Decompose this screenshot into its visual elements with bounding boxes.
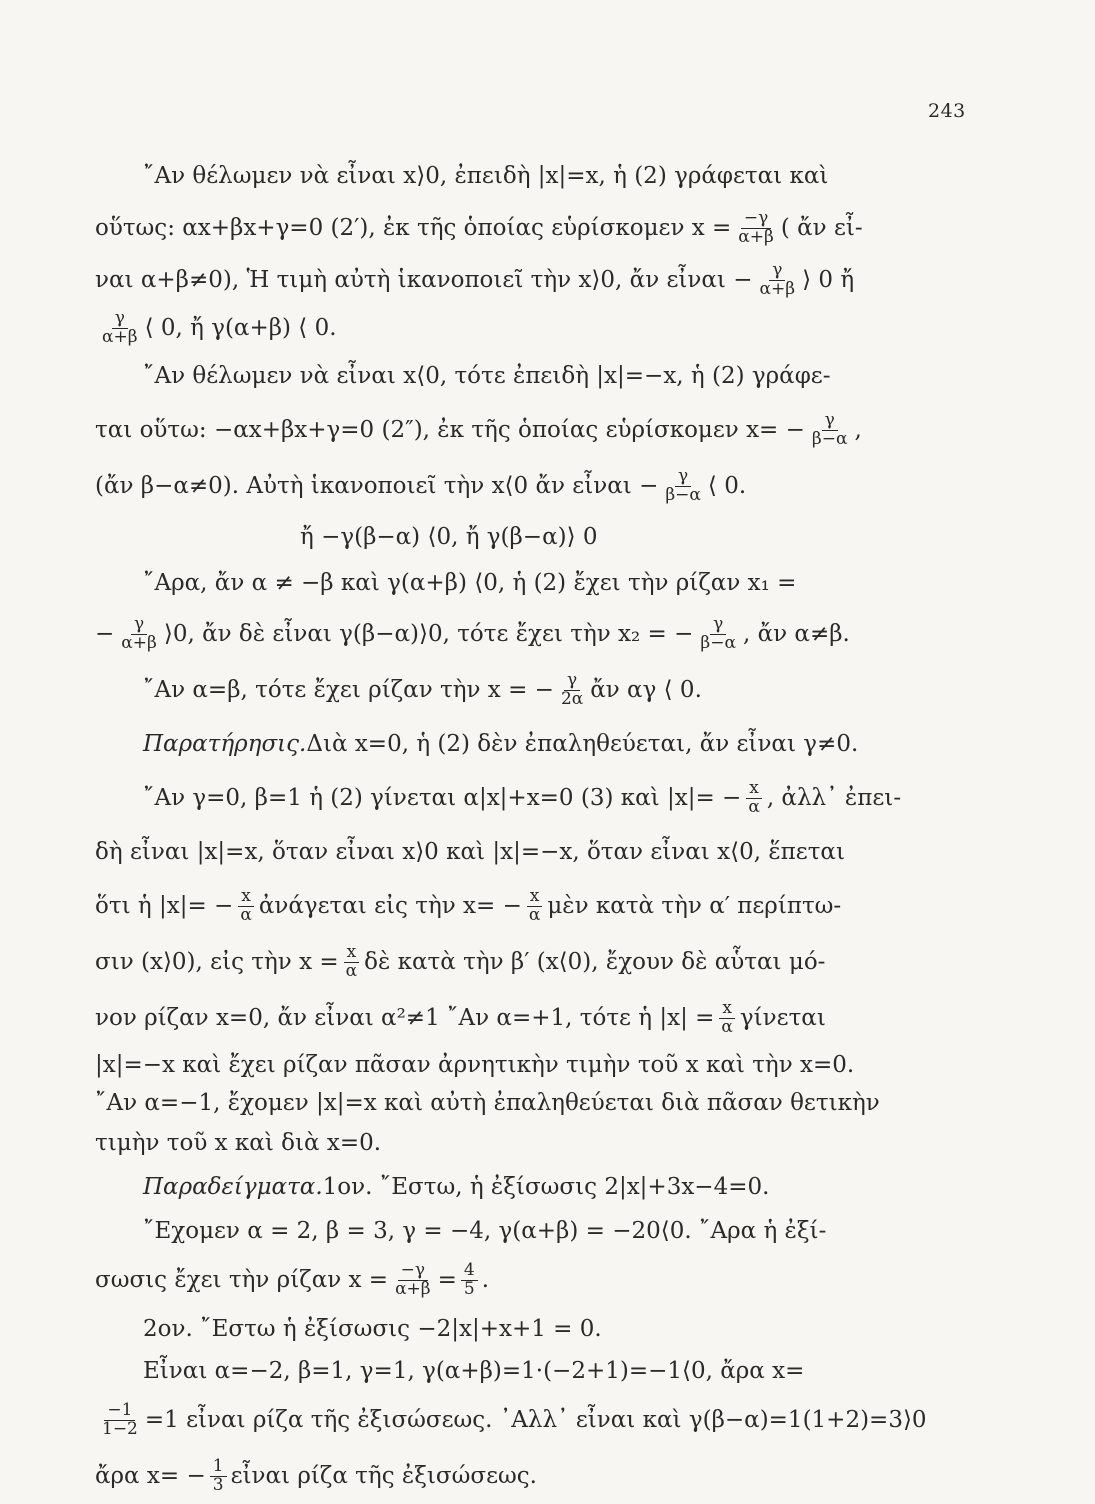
fraction-numerator: x [527, 888, 543, 907]
line-text: ναι α+β≠0), Ἡ τιμὴ αὐτὴ ἱκανοποιεῖ τὴν x⟩0, ἄν εἶναι − [95, 267, 753, 293]
fraction-numerator: γ [131, 616, 147, 635]
fraction [343, 941, 360, 981]
fraction-numerator: γ [822, 412, 838, 431]
fraction-denominator: α [345, 960, 358, 981]
page-number: 243 [928, 100, 966, 122]
fraction-denominator: α+β [121, 632, 157, 653]
fraction-denominator: β−α [700, 632, 736, 653]
line-text: δὲ κατὰ τὴν β′ (x⟨0), ἔχουν δὲ αὗται μό- [364, 949, 826, 975]
fraction [558, 669, 586, 709]
text-line [95, 254, 965, 306]
fraction-denominator: α+β [102, 326, 138, 347]
line-text: . [481, 1267, 490, 1293]
fraction [809, 409, 851, 449]
fraction-numerator: γ [710, 616, 726, 635]
line-text: ῎Αν γ=0, β=1 ἡ (2) γίνεται α|x|+x=0 (3) καὶ |x|= − [143, 785, 742, 811]
text-line [95, 1084, 965, 1122]
line-text: ῎Εχομεν α = 2, β = 3, γ = −4, γ(α+β) = −20⟨0. ῎Αρα ἡ ἐξί- [143, 1218, 827, 1244]
line-text: ὅτι ἡ |x|= − [95, 893, 234, 919]
fraction-denominator: β−α [811, 428, 848, 449]
line-text: ῎Αρα, ἄν α ≠ −β καὶ γ(α+β) ⟨0, ἡ (2) ἔχει τὴν ρίζαν x₁ = [143, 570, 797, 596]
line-text: , ἄν α≠β. [742, 621, 850, 647]
fraction-numerator: γ [112, 310, 128, 329]
fraction-numerator: x [746, 780, 762, 799]
line-text: Διὰ x=0, ἡ (2) δὲν ἐπαληθεύεται, ἄν εἶναι γ≠0. [306, 731, 859, 757]
line-text: ῎Αν θέλωμεν νὰ εἶναι x⟨0, τότε ἐπειδὴ |x|=−x, ἡ (2) γράφε- [143, 363, 831, 389]
line-text: τιμὴν τοῦ x καὶ διὰ x=0. [95, 1130, 382, 1156]
fraction [526, 885, 543, 925]
line-text: Εἶναι α=−2, β=1, γ=1, γ(α+β)=1·(−2+1)=−1⟨0, ἄρα x= [143, 1358, 805, 1384]
text-line [95, 1392, 965, 1448]
fraction-denominator: α+β [759, 278, 796, 299]
line-text: , [854, 417, 862, 443]
text-line [95, 1122, 965, 1164]
fraction-denominator: 1−2 [102, 1418, 138, 1439]
fraction-numerator: x [344, 944, 360, 963]
text-line [95, 1210, 965, 1252]
text-line [95, 1448, 965, 1504]
fraction [757, 259, 799, 299]
line-text: νον ρίζαν x=0, ἄν εἶναι α²≠1 ῎Αν α=+1, τότε ἡ |x| = [95, 1005, 715, 1031]
fraction-numerator: 4 [461, 1262, 478, 1281]
text-line [95, 306, 965, 350]
line-text: σωσις ἔχει τὴν ρίζαν x = [95, 1267, 389, 1293]
line-text: ται οὕτω: −αx+βx+γ=0 (2″), ἐκ τῆς ὁποίας εὑρίσκομεν x= − [95, 417, 805, 443]
fraction [210, 1455, 227, 1495]
text-line [95, 560, 965, 606]
line-text: ἀνάγεται εἰς τὴν x= − [258, 893, 522, 919]
fraction-numerator: −γ [741, 210, 771, 229]
line-text: |x|=−x καὶ ἔχει ρίζαν πᾶσαν ἀρνητικὴν τιμὴν τοῦ x καὶ τὴν x=0. [95, 1052, 855, 1078]
fraction-denominator: α [528, 904, 541, 925]
text-line [95, 350, 965, 402]
line-text: ( ἄν εἶ- [780, 215, 863, 241]
section-heading: Παρατήρησις. [143, 731, 307, 757]
text-line [95, 1046, 965, 1084]
text-line [95, 458, 965, 514]
line-text: = [437, 1267, 457, 1293]
fraction [99, 1399, 141, 1439]
fraction-denominator: α [721, 1016, 733, 1037]
fraction-numerator: −1 [104, 1402, 135, 1421]
fraction [662, 465, 704, 505]
text-line [95, 878, 965, 934]
text-line [95, 1252, 965, 1308]
text-line [95, 402, 965, 458]
line-text: ⟩ 0 ἤ [802, 267, 855, 293]
line-text: =1 εἶναι ρίζα τῆς ἐξισώσεως. ᾽Αλλ᾽ εἶναι καὶ γ(β−α)=1(1+2)=3⟩0 [144, 1407, 927, 1433]
fraction-numerator: −γ [398, 1262, 428, 1281]
text-line [95, 202, 965, 254]
fraction-denominator: 3 [212, 1474, 224, 1495]
fraction-denominator: α+β [738, 226, 774, 247]
text-line [95, 1350, 965, 1392]
line-text: − [95, 621, 115, 647]
line-text: οὕτως: αx+βx+γ=0 (2′), ἐκ τῆς ὁποίας εὑρίσκομεν x = [95, 215, 732, 241]
fraction [461, 1259, 478, 1299]
line-text: ⟩0, ἄν δὲ εἶναι γ(β−α)⟩0, τότε ἔχει τὴν x₂ = − [163, 621, 694, 647]
line-text: εἶναι ρίζα τῆς ἐξισώσεως. [230, 1463, 537, 1489]
line-text: ῎Αν α=β, τότε ἔχει ρίζαν τὴν x = − [143, 677, 554, 703]
line-text: ἄρα x= − [95, 1463, 206, 1489]
fraction-numerator: γ [564, 672, 580, 691]
line-text: 1ον. ῎Εστω, ἡ ἐξίσωσις 2|x|+3x−4=0. [322, 1174, 770, 1200]
line-text: μὲν κατὰ τὴν α′ περίπτω- [547, 893, 842, 919]
fraction-denominator: β−α [665, 484, 701, 505]
text-block [95, 150, 965, 1504]
text-line [95, 514, 965, 560]
fraction [392, 1259, 434, 1299]
line-text: ⟨ 0, ἤ γ(α+β) ⟨ 0. [144, 315, 337, 341]
fraction-numerator: 1 [210, 1458, 227, 1477]
line-text: ἤ −γ(β−α) ⟨0, ἤ γ(β−α)⟩ 0 [300, 524, 598, 550]
text-line [95, 662, 965, 718]
fraction [237, 885, 254, 925]
line-text: 2ον. ῎Εστω ἡ ἐξίσωσις −2|x|+x+1 = 0. [143, 1316, 602, 1342]
fraction [745, 777, 762, 817]
fraction-denominator: α [748, 796, 760, 817]
line-text: , ἀλλ᾽ ἐπει- [766, 785, 902, 811]
fraction-numerator: γ [769, 262, 785, 281]
fraction-denominator: 5 [463, 1278, 475, 1299]
text-line [95, 770, 965, 826]
fraction [718, 997, 735, 1037]
section-heading: Παραδείγματα. [143, 1174, 323, 1200]
fraction [735, 207, 777, 247]
line-text: (ἄν β−α≠0). Αὐτὴ ἱκανοποιεῖ τὴν x⟨0 ἄν εἶναι − [95, 473, 659, 499]
line-text: ⟨ 0. [707, 473, 747, 499]
text-line [95, 718, 965, 770]
fraction-numerator: x [238, 888, 254, 907]
fraction-denominator: α [240, 904, 252, 925]
line-text: ῎Αν α=−1, ἔχομεν |x|=x καὶ αὐτὴ ἐπαληθεύεται διὰ πᾶσαν θετικὴν [95, 1090, 880, 1116]
text-line [95, 990, 965, 1046]
fraction [118, 613, 160, 653]
fraction-numerator: γ [675, 468, 691, 487]
fraction-numerator: x [719, 1000, 735, 1019]
text-line [95, 606, 965, 662]
text-line [95, 1164, 965, 1210]
line-text: γίνεται [739, 1005, 826, 1031]
line-text: ῎Αν θέλωμεν νὰ εἶναι x⟩0, ἐπειδὴ |x|=x, ἡ (2) γράφεται καὶ [143, 163, 829, 189]
line-text: δὴ εἶναι |x|=x, ὅταν εἶναι x⟩0 καὶ |x|=−x, ὅταν εἶναι x⟨0, ἕπεται [95, 839, 845, 865]
line-text: ἄν αγ ⟨ 0. [590, 677, 702, 703]
fraction-denominator: α+β [395, 1278, 431, 1299]
text-line [95, 1308, 965, 1350]
text-line [95, 934, 965, 990]
fraction [99, 307, 141, 347]
fraction [697, 613, 739, 653]
text-line [95, 150, 965, 202]
text-line [95, 826, 965, 878]
fraction-denominator: 2α [560, 688, 584, 709]
line-text: σιν (x⟩0), εἰς τὴν x = [95, 949, 339, 975]
